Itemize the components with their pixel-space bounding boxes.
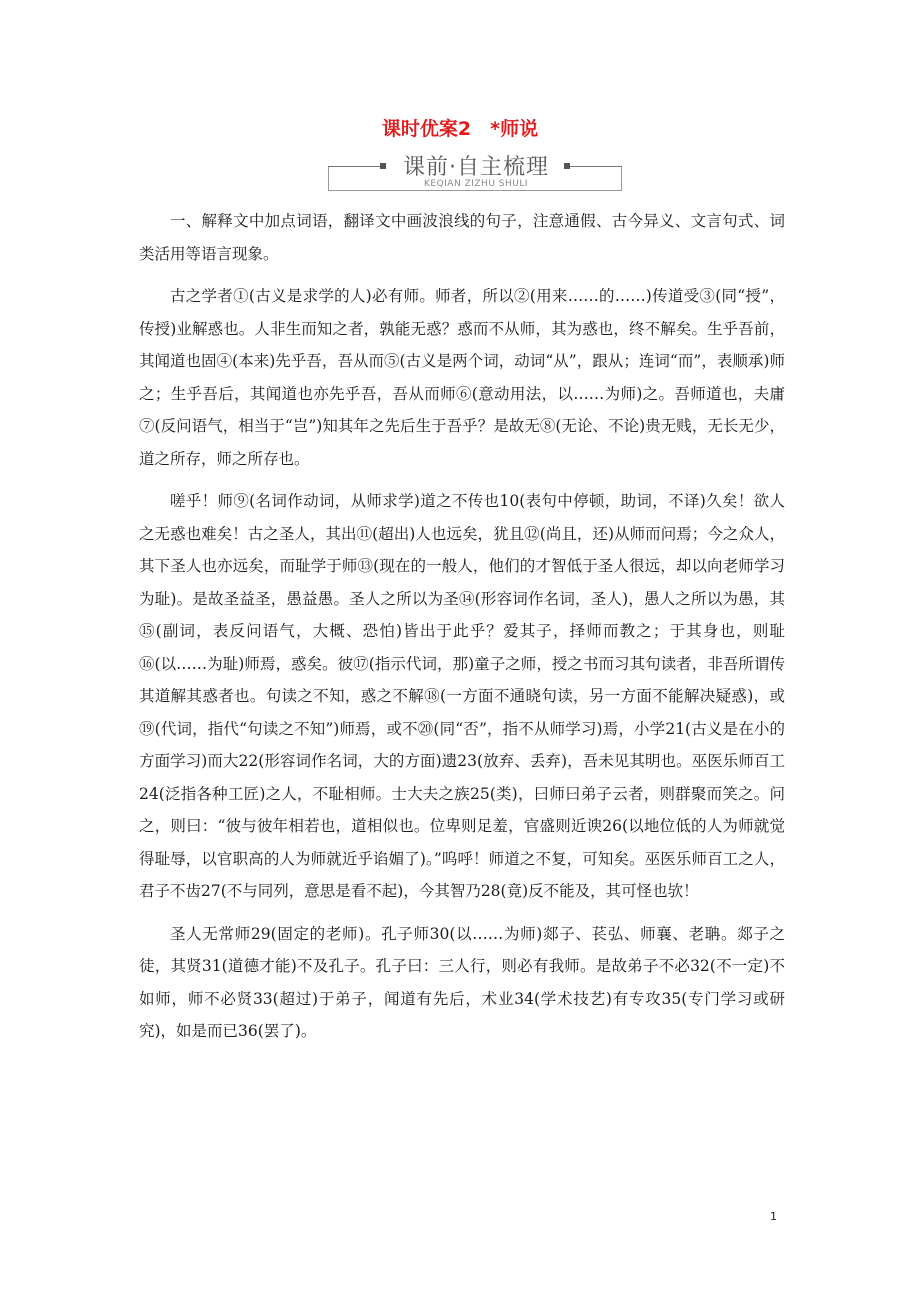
paragraph-1: 古之学者①(古义是求学的人)必有师。师者，所以②(用来……的……)传道受③(同“授”，传授)业解惑也。人非生而知之者，孰能无惑？惑而不从师，其为惑也，终不解矣。生乎吾前，其闻道也固④(本来)先乎吾，吾从而⑤(古义是两个词，动词“从”，跟从；连词“而”，表顺承)师之；生乎吾后，其闻道也亦先乎吾，吾从而师⑥(意动用法，以……为师)之。吾师道也，夫庸⑦(反问语气，相当于“岂”)知其年之先后生于吾乎？是故无⑧(无论、不论)贵无贱，无长无少，道之所存，师之所存也。 bbox=[139, 287, 785, 468]
banner-title: 课前·自主梳理 bbox=[403, 155, 549, 180]
page-title: 课时优案2 *师说 bbox=[381, 118, 539, 140]
paragraph-3: 圣人无常师29(固定的老师)。孔子师30(以……为师)郯子、苌弘、师襄、老聃。郯子之徒，其贤31(道德才能)不及孔子。孔子曰：三人行，则必有我师。是故弟子不必32(不一定)不如师，师不必贤33(超过)于弟子，闻道有先后，术业34(学术技艺)有专攻35(专门学习或研究)，如是而已36(罢了)。 bbox=[139, 924, 785, 1040]
intro-paragraph: 一、解释文中加点词语，翻译文中画波浪线的句子，注意通假、古今异义、文言句式、词类活用等语言现象。 bbox=[139, 212, 785, 263]
paragraph-2: 嗟乎！师⑨(名词作动词，从师求学)道之不传也10(表句中停顿，助词，不译)久矣！欲人之无惑也难矣！古之圣人，其出⑪(超出)人也远矣，犹且⑫(尚且，还)从师而问焉；今之众人，其下圣人也亦远矣，而耻学于师⑬(现在的一般人，他们的才智低于圣人很远，却以向老师学习为耻)。是故圣益圣，愚益愚。圣人之所以为圣⑭(形容词作名词，圣人)，愚人之所以为愚，其⑮(副词，表反问语气，大概、恐怕)皆出于此乎？爱其子，择师而教之；于其身也，则耻⑯(以……为耻)师焉，惑矣。彼⑰(指示代词，那)童子之师，授之书而习其句读者，非吾所谓传其道解其惑者也。句读之不知，惑之不解⑱(一方面不通晓句读，另一方面不能解决疑惑)，或⑲(代词，指代“句读之不知”)师焉，或不⑳(同“否”，指不从师学习)焉，小学21(古义是在小的方面学习)而大22(形容词作名词，大的方面)遗23(放弃、丢弃)，吾未见其明也。巫医乐师百工24(泛指各种工匠)之人，不耻相师。士大夫之族25(类)，曰师曰弟子云者，则群聚而笑之。问之，则曰：“彼与彼年相若也，道相似也。位卑则足羞，官盛则近谀26(以地位低的人为师就觉得耻辱，以官职高的人为师就近乎谄媚了)。”呜呼！师道之不复，可知矣。巫医乐师百工之人，君子不齿27(不与同列，意思是看不起)，今其智乃28(竟)反不能及，其可怪也欤！ bbox=[139, 492, 785, 900]
banner-subtitle: KEQIAN ZIZHU SHULI bbox=[423, 179, 528, 189]
page-number: 1 bbox=[770, 1210, 777, 1223]
section-banner bbox=[328, 150, 624, 194]
body-text bbox=[139, 205, 785, 1058]
